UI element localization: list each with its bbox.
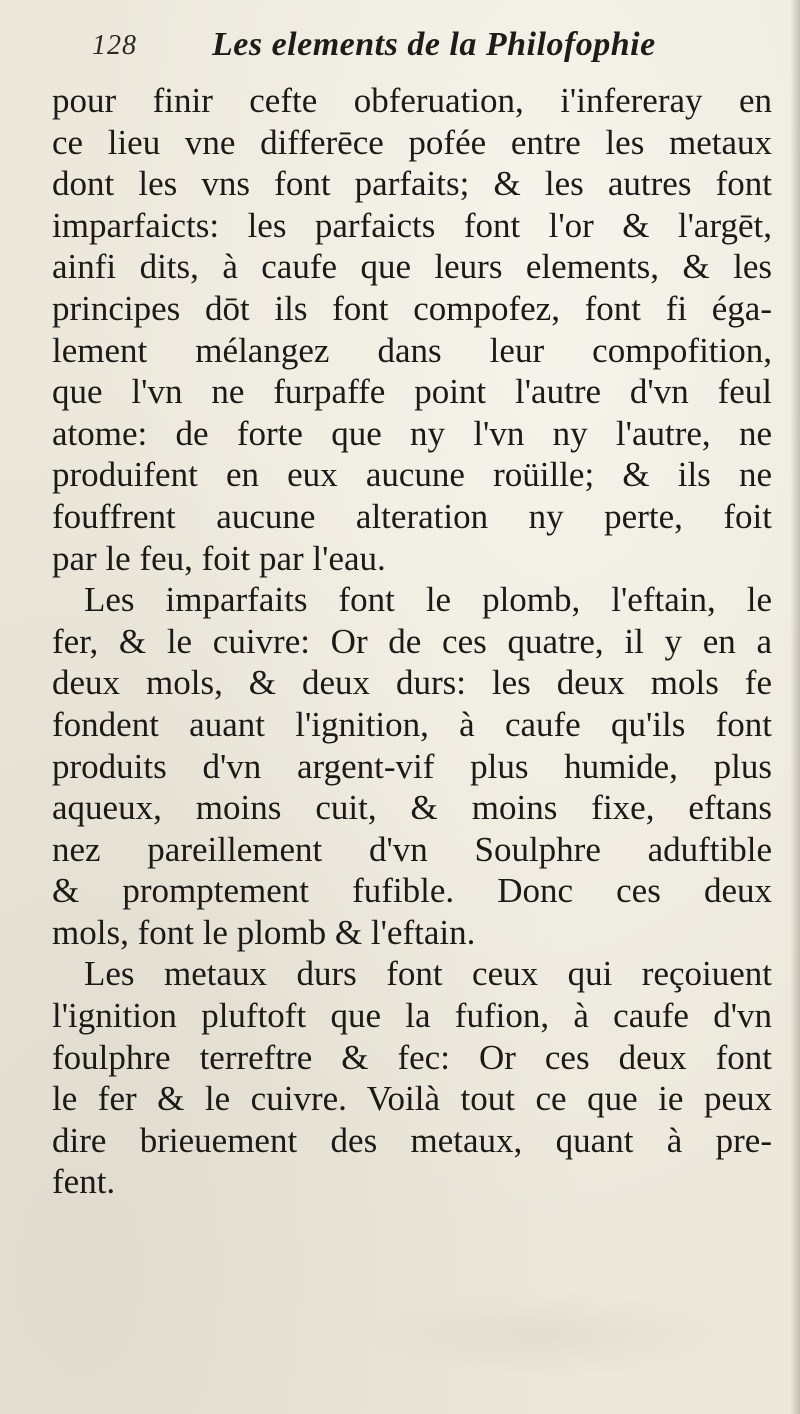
text-line: par le feu, foit par l'eau.	[52, 538, 386, 578]
page-edge-shadow	[790, 0, 800, 1414]
text-line: fondent auant l'ignition, à caufe qu'ils font	[52, 704, 772, 744]
text-line: fer, & le cuivre: Or de ces quatre, il y en a	[52, 621, 772, 661]
text-line: ce lieu vne differēce pofée entre les metaux	[52, 122, 772, 162]
page-header	[92, 18, 732, 78]
text-line: pour finir cefte obferuation, i'infereray en	[52, 81, 772, 120]
body-text	[52, 80, 772, 1203]
show-through-smudge	[360, 1290, 740, 1380]
text-line: dont les vns font parfaits; & les autres font	[52, 164, 772, 204]
text-line: lement mélangez dans leur compofition,	[52, 330, 772, 370]
text-line: aqueux, moins cuit, & moins fixe, eftans	[52, 788, 772, 828]
text-line: que l'vn ne furpaffe point l'autre d'vn feul	[52, 372, 772, 412]
running-title: Les elements de la Philofophie	[212, 26, 656, 63]
text-line: Les imparfaits font le plomb, l'eftain, le	[84, 580, 772, 620]
text-line: Les metaux durs font ceux qui reçoiuent	[84, 954, 772, 994]
text-line: imparfaicts: les parfaicts font l'or & l'argēt,	[52, 205, 772, 245]
text-line: foulphre terreftre & fec: Or ces deux font	[52, 1037, 772, 1077]
text-line: fouffrent aucune alteration ny perte, foit	[52, 496, 772, 536]
text-line: l'ignition pluftoft que la fufion, à caufe d'vn	[52, 996, 772, 1036]
text-line: le fer & le cuivre. Voilà tout ce que ie peux	[52, 1079, 772, 1119]
text-line: produifent en eux aucune roüille; & ils ne	[52, 455, 772, 495]
text-line: atome: de forte que ny l'vn ny l'autre, ne	[52, 413, 772, 453]
text-line: produits d'vn argent-vif plus humide, plus	[52, 746, 772, 786]
text-line: & promptement fufible. Donc ces deux	[52, 871, 772, 911]
text-line: principes dōt ils font compofez, font fi éga-	[52, 288, 772, 328]
text-line: dire brieuement des metaux, quant à pre-	[52, 1120, 772, 1160]
text-line: ainfi dits, à caufe que leurs elements, & les	[52, 247, 772, 287]
text-line: fent.	[52, 1162, 116, 1202]
page-number: 128	[92, 30, 137, 61]
text-line: mols, font le plomb & l'eftain.	[52, 912, 476, 952]
text-line: nez pareillement d'vn Soulphre aduftible	[52, 829, 772, 869]
text-line: deux mols, & deux durs: les deux mols fe	[52, 663, 772, 703]
